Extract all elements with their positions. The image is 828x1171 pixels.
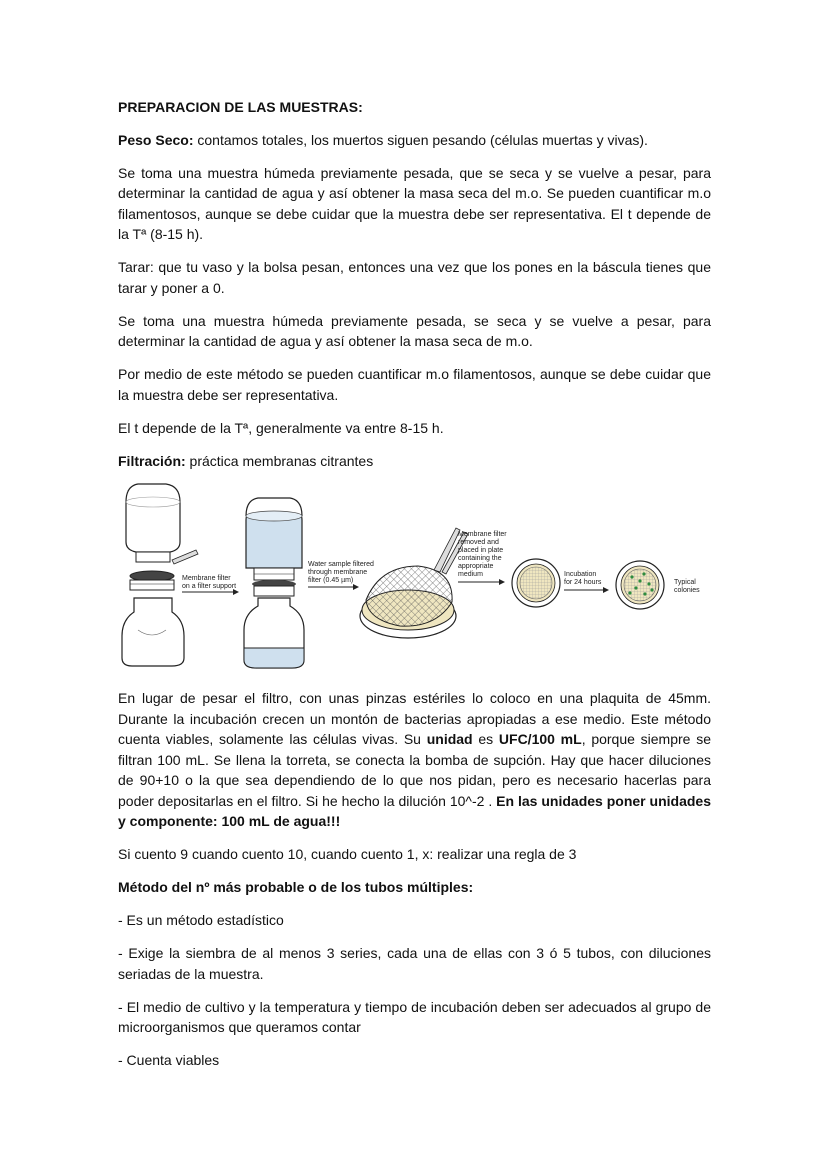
colonies-plate-icon <box>616 561 664 609</box>
label-typical-2: colonies <box>674 587 700 594</box>
filter-support-icon <box>122 598 184 666</box>
label-incub-1: Incubation <box>564 571 597 578</box>
label-removed-1: Membrane filter <box>458 531 507 538</box>
membrane-filter-icon <box>130 571 174 590</box>
petri-plate-with-filter-icon <box>360 528 468 638</box>
paragraph-3: Se toma una muestra húmeda previamente pesada, se seca y se vuelve a pesar, para determinar la cantidad de agua y así obtener la masa seca de m.o. <box>118 312 711 349</box>
bullet-item: - Exige la siembra de al menos 3 series, cada una de ellas con 3 ó 5 tubos, con diluciones seriadas de la muestra. <box>118 945 711 982</box>
metodo-title-text: Método del nº más probable o de los tubos múltiples: <box>118 879 474 895</box>
forceps-icon <box>172 550 198 564</box>
paragraph-5: El t depende de la Tª, generalmente va entre 8-15 h. <box>118 419 444 436</box>
paragraph-6 <box>118 688 711 832</box>
funnel-top-icon <box>126 484 180 562</box>
paragraph-2: Tarar: que tu vaso y la bolsa pesan, entonces una vez que los pones en la báscula tienes que tarar y poner a 0. <box>118 259 711 296</box>
label-filtered-3: filter (0.45 µm) <box>308 577 354 584</box>
label-removed-6: medium <box>458 571 483 578</box>
label-removed-2: removed and <box>458 539 499 546</box>
label-removed-5: appropriate <box>458 563 494 570</box>
bullet-item: - Es un método estadístico <box>118 912 284 928</box>
label-filtered-2: through membrane <box>308 569 368 576</box>
paragraph-7: Si cuento 9 cuando cuento 10, cuando cuento 1, x: realizar una regla de 3 <box>118 846 577 862</box>
filtration-unit-icon <box>244 498 304 668</box>
peso-seco-text: contamos totales, los muertos siguen pesando (células muertas y vivas). <box>193 131 648 148</box>
paragraph-6-bold-1: unidad <box>426 731 473 747</box>
paragraph-6-text-3: , porque siempre se filtran 100 mL. Se llena la torreta, se conecta la bomba de supción. Hay que hacer diluciones de 90+10 o la que sea dependiendo de lo que nos pidan, pero es necesario hacerlas para poder depositarlas en el filtro. Si he hecho la dilución 10^-2 . <box>118 731 711 809</box>
paragraph-6-bold-3: En las unidades poner unidades y componente: 100 mL de agua!!! <box>118 792 712 829</box>
peso-seco-label: Peso Seco: <box>118 131 194 148</box>
paragraph-4: Por medio de este método se pueden cuantificar m.o filamentosos, aunque se debe cuidar que la muestra debe ser representativa. <box>118 366 711 403</box>
label-removed-3: placed in plate <box>458 547 504 554</box>
paragraph-6-text-1: En lugar de pesar el filtro, con unas pinzas estériles lo coloco en una plaquita de 45mm. Durante la incubación crecen un montón de bacterias apropiadas a ese medio. Este método cuenta viables, solamente las células vivas. Su <box>118 690 711 747</box>
label-filtered-1: Water sample filtered <box>308 561 374 568</box>
paragraph-6-text-2: es <box>472 731 499 747</box>
filtration-diagram <box>118 480 711 680</box>
peso-seco-paragraph <box>118 130 711 151</box>
bullet-item: - El medio de cultivo y la temperatura y tiempo de incubación deben ser adecuados al grupo de microorganismos que queramos contar <box>118 998 711 1035</box>
label-removed-4: containing the <box>458 555 502 562</box>
plate-top-view-icon <box>512 559 560 607</box>
label-incub-2: for 24 hours <box>564 579 602 586</box>
document-page <box>118 97 711 1083</box>
paragraph-1: Se toma una muestra húmeda previamente pesada, que se seca y se vuelve a pesar, para determinar la cantidad de agua y así obtener la masa seca del m.o. Se pueden cuantificar m.o filamentosos, aunque se debe cuidar que la muestra debe ser representativa. El t depende de la Tª (8-15 h). <box>118 164 711 242</box>
filtracion-text: práctica membranas citrantes <box>185 452 374 469</box>
label-support-2: on a filter support <box>182 583 237 590</box>
bullet-item: - Cuenta viables <box>118 1052 220 1068</box>
filtracion-label: Filtración: <box>118 452 186 469</box>
label-typical-1: Typical <box>674 579 696 586</box>
filtracion-paragraph <box>118 451 711 472</box>
label-support-1: Membrane filter <box>182 575 231 582</box>
membrane-filtration-figure <box>118 480 711 680</box>
paragraph-6-bold-2: UFC/100 mL <box>498 731 582 747</box>
metodo-title <box>118 877 711 898</box>
section-title: PREPARACION DE LAS MUESTRAS: <box>118 99 363 115</box>
